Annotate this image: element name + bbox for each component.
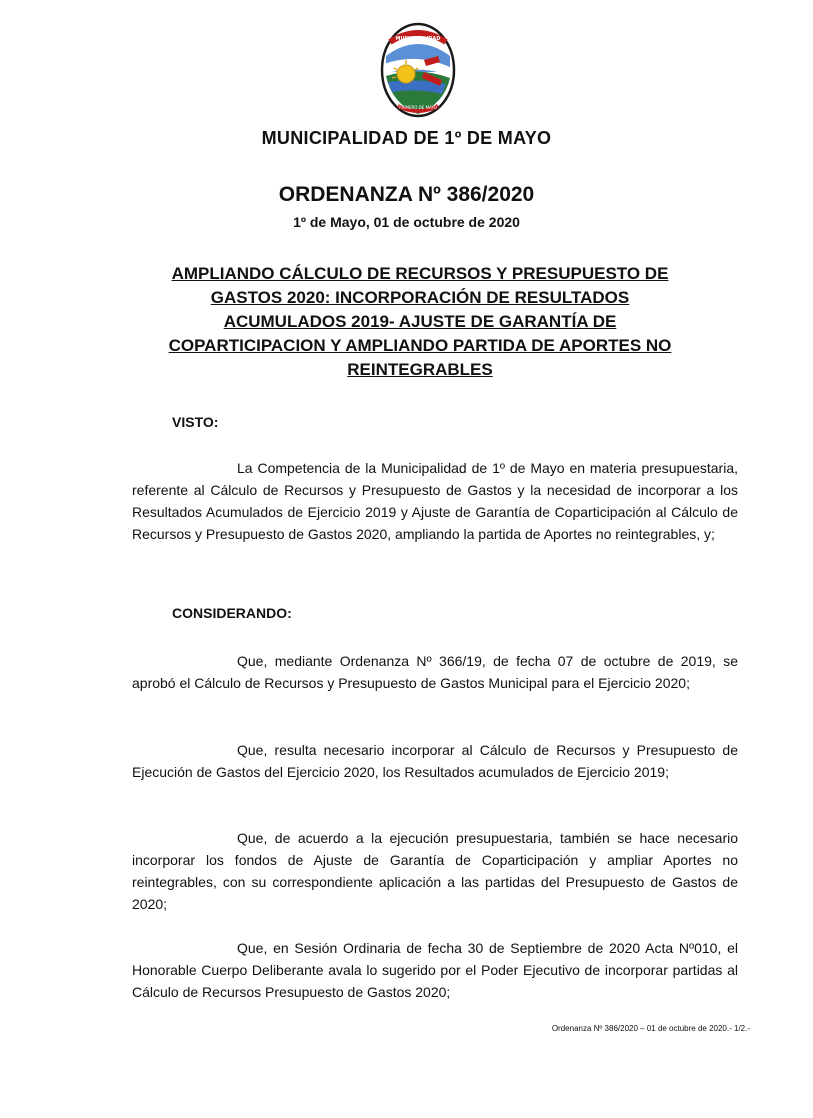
considerando-paragraph-4: Que, en Sesión Ordinaria de fecha 30 de Septiembre de 2020 Acta Nº010, el Honorable Cuerpo Deliberante avala lo sugerido por el Poder Ejecutivo de incorporar partidas al Cálculo de Recursos Presupuesto de Gastos 2020; [132, 940, 738, 1000]
visto-heading: VISTO: [172, 414, 219, 430]
municipal-seal-icon [380, 22, 456, 118]
considerando-heading: CONSIDERANDO: [172, 605, 292, 621]
ordinance-title: ORDENANZA Nº 386/2020 [278, 183, 535, 206]
municipality-name: MUNICIPALIDAD DE 1º DE MAYO [261, 128, 552, 148]
considerando-paragraph-1: Que, mediante Ordenanza Nº 366/19, de fecha 07 de octubre de 2019, se aprobó el Cálculo de Recursos y Presupuesto de Gastos Municipal para el Ejercicio 2020; [132, 653, 738, 691]
considerando-paragraph-2: Que, resulta necesario incorporar al Cálculo de Recursos y Presupuesto de Ejecución de Gastos del Ejercicio 2020, los Resultados acumulados de Ejercicio 2019; [132, 742, 738, 780]
ordinance-subject: AMPLIANDO CÁLCULO DE RECURSOS Y PRESUPUESTO DE GASTOS 2020: INCORPORACIÓN DE RESULTADOS ACUMULADOS 2019- AJUSTE DE GARANTÍA DE COPARTICIPACION Y AMPLIANDO PARTIDA DE APORTES NO REINTEGRABLES [168, 264, 672, 379]
seal-text-top: MUNICIPALIDAD [395, 36, 441, 42]
visto-paragraph: La Competencia de la Municipalidad de 1º de Mayo en materia presupuestaria, referente al Cálculo de Recursos y Presupuesto de Gastos y la necesidad de incorporar a los Resultados Acumulados de Ejercicio 2019 y Ajuste de Garantía de Coparticipación al Cálculo de Recursos y Presupuesto de Gastos 2020, ampliando la partida de Aportes no reintegrables, y; [132, 460, 738, 542]
seal-text-bottom: PRIMERO DE MAYO [399, 105, 437, 110]
page-footer: Ordenanza Nº 386/2020 – 01 de octubre de 2020.- 1/2.- [551, 1024, 750, 1033]
ordinance-date: 1º de Mayo, 01 de octubre de 2020 [293, 214, 520, 230]
considerando-paragraph-3: Que, de acuerdo a la ejecución presupuestaria, también se hace necesario incorporar los fondos de Ajuste de Garantía de Coparticipación y ampliar Aportes no reintegrables, con su correspondiente aplicación a las partidas del Presupuesto de Gastos de 2020; [132, 830, 738, 912]
